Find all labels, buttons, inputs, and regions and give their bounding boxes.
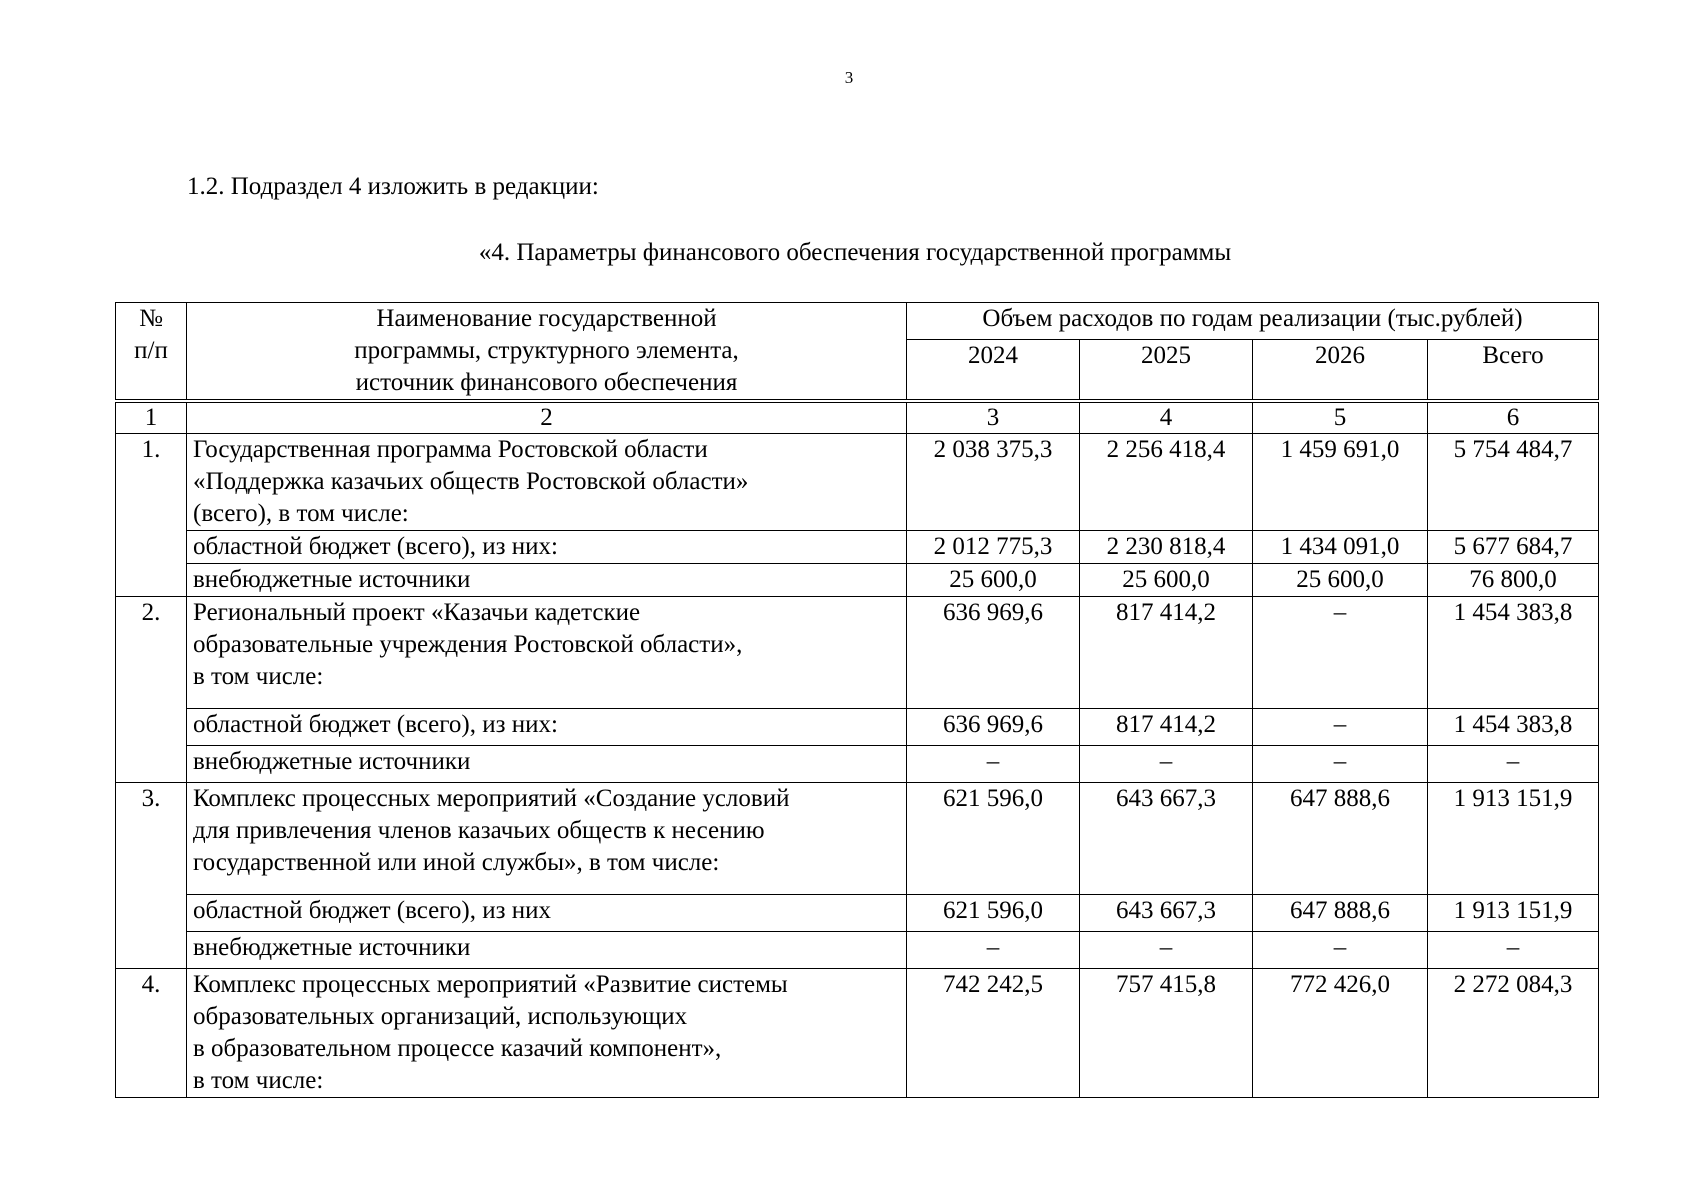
value-2024: 636 969,6 [907, 709, 1080, 746]
value-2026: 25 600,0 [1253, 564, 1428, 597]
header-number-column: № п/п [116, 303, 187, 402]
value-total: 76 800,0 [1428, 564, 1599, 597]
column-number: 3 [907, 401, 1080, 434]
row-name: внебюджетные источники [187, 746, 907, 783]
row-name: Государственная программа Ростовской области «Поддержка казачьих обществ Ростовской области» (всего), в том числе: [187, 434, 907, 531]
table-row [116, 564, 1599, 597]
value-2026: – [1253, 597, 1428, 709]
header-volume-group: Объем расходов по годам реализации (тыс.рублей) [907, 303, 1599, 340]
value-2026: 1 434 091,0 [1253, 531, 1428, 564]
row-name: областной бюджет (всего), из них: [187, 531, 907, 564]
instruction-text: 1.2. Подраздел 4 изложить в редакции: [187, 173, 599, 200]
value-2026: – [1253, 932, 1428, 969]
value-2024: – [907, 746, 1080, 783]
value-2024: 25 600,0 [907, 564, 1080, 597]
value-2026: – [1253, 746, 1428, 783]
row-number: 3. [116, 783, 187, 969]
page-number: 3 [844, 68, 854, 87]
row-name: внебюджетные источники [187, 564, 907, 597]
value-2025: – [1080, 932, 1253, 969]
table-row [116, 932, 1599, 969]
section-title: «4. Параметры финансового обеспечения государственной программы [478, 239, 1232, 266]
table-row [116, 709, 1599, 746]
value-2026: 772 426,0 [1253, 969, 1428, 1098]
value-2025: 643 667,3 [1080, 783, 1253, 895]
value-2024: – [907, 932, 1080, 969]
table-row [116, 969, 1599, 1098]
header-name-column: Наименование государственной программы, структурного элемента, источник финансового обеспечения [187, 303, 907, 402]
row-number: 4. [116, 969, 187, 1098]
value-2024: 2 038 375,3 [907, 434, 1080, 531]
row-number: 2. [116, 597, 187, 783]
table-header-row [116, 303, 1599, 340]
value-total: 5 677 684,7 [1428, 531, 1599, 564]
column-number: 6 [1428, 401, 1599, 434]
table-row [116, 783, 1599, 895]
value-2024: 2 012 775,3 [907, 531, 1080, 564]
value-total: – [1428, 932, 1599, 969]
value-2026: – [1253, 709, 1428, 746]
value-2025: – [1080, 746, 1253, 783]
column-number: 2 [187, 401, 907, 434]
column-number: 5 [1253, 401, 1428, 434]
table-row [116, 597, 1599, 709]
value-2026: 647 888,6 [1253, 895, 1428, 932]
column-numbers-row [116, 401, 1599, 434]
value-2025: 643 667,3 [1080, 895, 1253, 932]
value-2025: 2 256 418,4 [1080, 434, 1253, 531]
value-2025: 25 600,0 [1080, 564, 1253, 597]
value-total: 1 454 383,8 [1428, 597, 1599, 709]
header-year-2026: 2026 [1253, 339, 1428, 401]
value-2025: 2 230 818,4 [1080, 531, 1253, 564]
value-2024: 636 969,6 [907, 597, 1080, 709]
value-2025: 817 414,2 [1080, 597, 1253, 709]
row-name: областной бюджет (всего), из них [187, 895, 907, 932]
row-name: Региональный проект «Казачьи кадетские образовательные учреждения Ростовской области», в том числе: [187, 597, 907, 709]
value-2024: 621 596,0 [907, 895, 1080, 932]
table-row [116, 434, 1599, 531]
value-2026: 647 888,6 [1253, 783, 1428, 895]
header-year-2024: 2024 [907, 339, 1080, 401]
row-name: внебюджетные источники [187, 932, 907, 969]
value-total: 1 913 151,9 [1428, 895, 1599, 932]
row-name: Комплекс процессных мероприятий «Создание условий для привлечения членов казачьих обществ к несению государственной или иной службы», в том числе: [187, 783, 907, 895]
row-name: областной бюджет (всего), из них: [187, 709, 907, 746]
value-total: 5 754 484,7 [1428, 434, 1599, 531]
value-2024: 742 242,5 [907, 969, 1080, 1098]
value-2026: 1 459 691,0 [1253, 434, 1428, 531]
table-row [116, 746, 1599, 783]
value-2025: 757 415,8 [1080, 969, 1253, 1098]
value-total: 1 913 151,9 [1428, 783, 1599, 895]
table-row [116, 895, 1599, 932]
header-year-2025: 2025 [1080, 339, 1253, 401]
header-total: Всего [1428, 339, 1599, 401]
value-total: 2 272 084,3 [1428, 969, 1599, 1098]
column-number: 1 [116, 401, 187, 434]
value-2025: 817 414,2 [1080, 709, 1253, 746]
value-total: 1 454 383,8 [1428, 709, 1599, 746]
table-row [116, 531, 1599, 564]
row-number: 1. [116, 434, 187, 597]
column-number: 4 [1080, 401, 1253, 434]
row-name: Комплекс процессных мероприятий «Развитие системы образовательных организаций, использующих в образовательном процессе казачий компонент», в том числе: [187, 969, 907, 1098]
value-2024: 621 596,0 [907, 783, 1080, 895]
financing-table [115, 302, 1599, 1098]
value-total: – [1428, 746, 1599, 783]
